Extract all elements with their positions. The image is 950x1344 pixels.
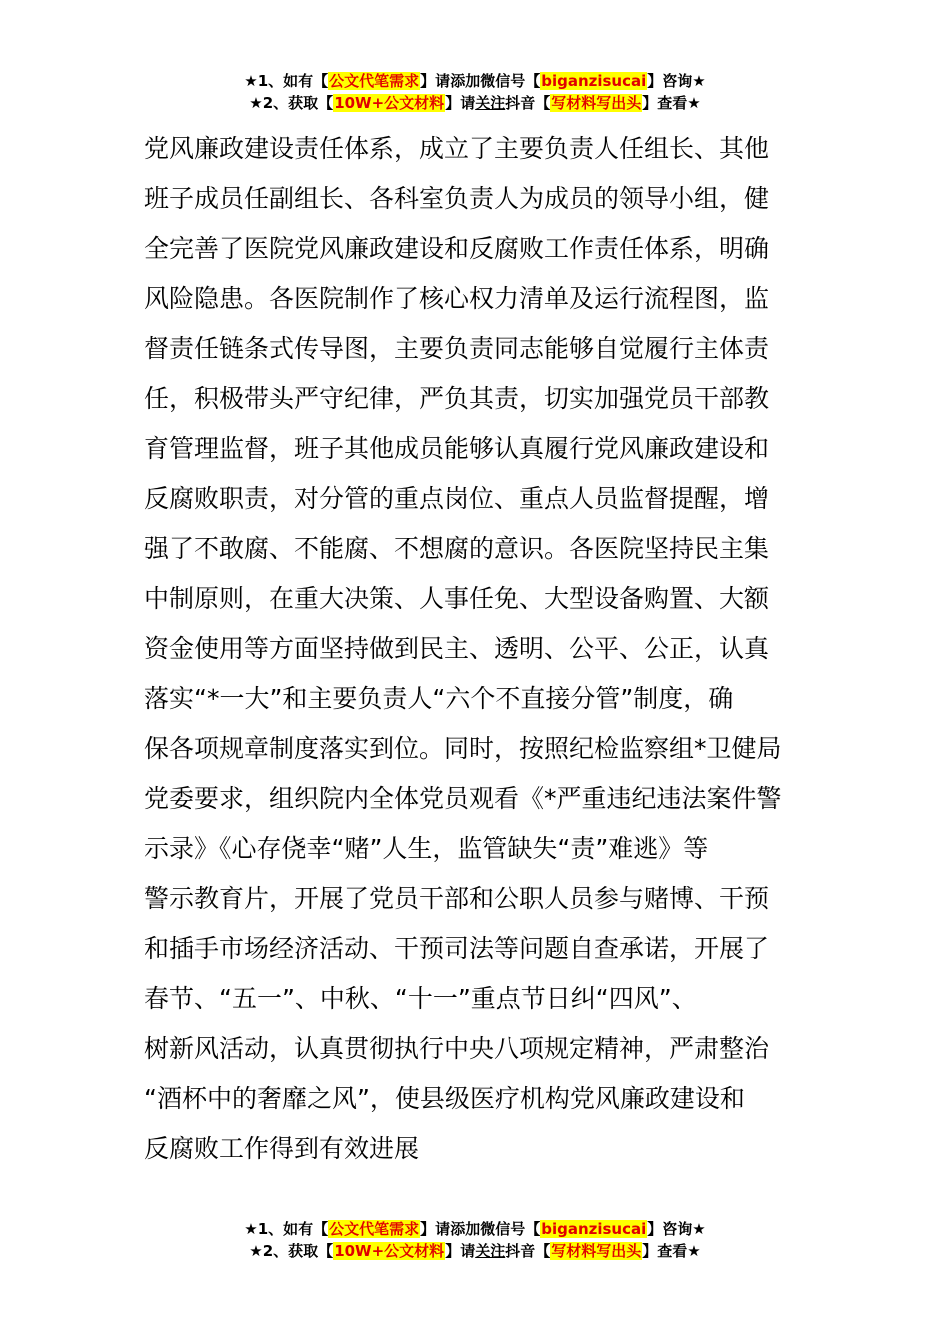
header-line-2-mid2: 抖音【 xyxy=(505,94,551,112)
body-line: 强了不敢腐、不能腐、不想腐的意识。各医院坚持民主集 xyxy=(144,534,770,563)
body-line: 中制原则，在重大决策、人事任免、大型设备购置、大额 xyxy=(144,584,770,613)
header-line-1-wechat-id-highlight: biganzisucai xyxy=(541,72,647,90)
body-line: 资金使用等方面坚持做到民主、透明、公平、公正，认真 xyxy=(144,634,770,663)
header-line-1-suffix: 】咨询★ xyxy=(647,72,706,90)
body-line: 警示教育片，开展了党员干部和公职人员参与赌博、干预 xyxy=(144,884,770,913)
body-line: 保各项规章制度落实到位。同时，按照纪检监察组*卫健局 xyxy=(144,734,782,763)
body-line: 党风廉政建设责任体系，成立了主要负责人任组长、其他 xyxy=(144,134,770,163)
footer-line-1-mid1: 】请 xyxy=(420,1220,451,1238)
header-line-2 xyxy=(0,92,950,114)
body-line: 反腐败职责，对分管的重点岗位、重点人员监督提醒，增 xyxy=(144,484,770,513)
footer-line-2 xyxy=(0,1240,950,1262)
body-line: 春节、“五一”、中秋、“十一”重点节日纠“四风”、 xyxy=(144,984,697,1013)
body-line: 树新风活动，认真贯彻执行中央八项规定精神，严肃整治 xyxy=(144,1034,770,1063)
header-line-2-suffix: 】查看★ xyxy=(642,94,701,112)
body-line: 党委要求，组织院内全体党员观看《*严重违纪违法案件警 xyxy=(144,784,782,813)
body-line: 全完善了医院党风廉政建设和反腐败工作责任体系，明确 xyxy=(144,234,770,263)
body-line: 督责任链条式传导图，主要负责同志能够自觉履行主体责 xyxy=(144,334,770,363)
header-line-1-service-highlight: 公文代笔需求 xyxy=(329,72,420,90)
body-line: 落实“*一大”和主要负责人“六个不直接分管”制度，确 xyxy=(144,684,734,713)
header-line-2-material-highlight: 10W+公文材料 xyxy=(334,94,445,112)
footer-line-1-suffix: 】咨询★ xyxy=(647,1220,706,1238)
body-line: 风险隐患。各医院制作了核心权力清单及运行流程图，监 xyxy=(144,284,770,313)
footer-banner xyxy=(0,1218,950,1262)
body-line: 示录》《心存侥幸“赌”人生，监管缺失“责”难逃》等 xyxy=(144,834,709,863)
body-line: 和插手市场经济活动、干预司法等问题自查承诺，开展了 xyxy=(144,934,770,963)
header-line-1-mid2: 微信号【 xyxy=(480,72,541,90)
footer-line-1-prefix: ★1、如有【 xyxy=(244,1220,329,1238)
footer-line-2-material-highlight: 10W+公文材料 xyxy=(334,1242,445,1260)
header-line-2-prefix: ★2、获取【 xyxy=(249,94,334,112)
body-paragraph xyxy=(144,124,814,1174)
footer-line-1-mid2: 微信号【 xyxy=(480,1220,541,1238)
footer-line-2-mid1: 】请 xyxy=(445,1242,476,1260)
header-line-2-douyin-highlight: 写材料写出头 xyxy=(551,94,642,112)
body-line: 任，积极带头严守纪律，严负其责，切实加强党员干部教 xyxy=(144,384,770,413)
footer-line-2-mid2: 抖音【 xyxy=(505,1242,551,1260)
footer-line-1-service-highlight: 公文代笔需求 xyxy=(329,1220,420,1238)
header-line-1-prefix: ★1、如有【 xyxy=(244,72,329,90)
footer-line-2-suffix: 】查看★ xyxy=(642,1242,701,1260)
footer-line-1 xyxy=(0,1218,950,1240)
header-line-1-emphasis: 添加 xyxy=(450,72,481,90)
header-line-1 xyxy=(0,70,950,92)
body-line: “酒杯中的奢靡之风”，使县级医疗机构党风廉政建设和 xyxy=(144,1084,745,1113)
header-line-2-emphasis: 关注 xyxy=(475,94,506,112)
footer-line-1-emphasis: 添加 xyxy=(450,1220,481,1238)
header-line-2-mid1: 】请 xyxy=(445,94,476,112)
body-line: 育管理监督，班子其他成员能够认真履行党风廉政建设和 xyxy=(144,434,770,463)
footer-line-2-emphasis: 关注 xyxy=(475,1242,506,1260)
header-banner xyxy=(0,70,950,114)
header-line-1-mid1: 】请 xyxy=(420,72,451,90)
body-line: 班子成员任副组长、各科室负责人为成员的领导小组，健 xyxy=(144,184,770,213)
footer-line-2-douyin-highlight: 写材料写出头 xyxy=(551,1242,642,1260)
footer-line-2-prefix: ★2、获取【 xyxy=(249,1242,334,1260)
body-line: 反腐败工作得到有效进展 xyxy=(144,1134,420,1163)
footer-line-1-wechat-id-highlight: biganzisucai xyxy=(541,1220,647,1238)
